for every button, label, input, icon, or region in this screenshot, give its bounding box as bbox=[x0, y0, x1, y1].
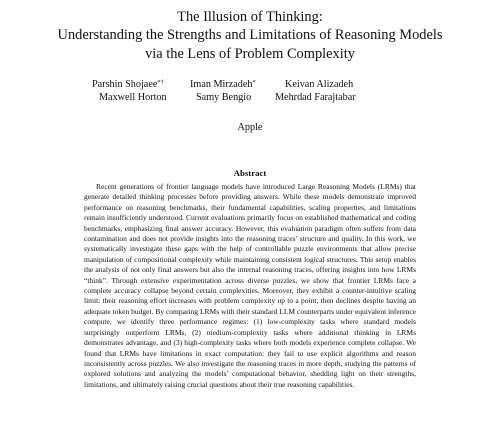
abstract-text: Recent generations of frontier language models have introduced Large Reasoning Models (LRMs) that generate detailed thinking processes before providing answers. While these models demonstrate improved performance on reasoning benchmarks, their fundamental capabilities, scaling properties, and limitations remain insufficiently understood. Current evaluations primarily focus on established mathematical and coding benchmarks, emphasizing final answer accuracy. However, this evaluation paradigm often suffers from data contamination and does not provide insights into the reasoning traces’ structure and quality. In this work, we systematically investigate these gaps with the help of controllable puzzle environments that allow precise manipulation of compositional complexity while maintaining consistent logical structures. This setup enables the analysis of not only final answers but also the internal reasoning traces, offering insights into how LRMs “think”. Through extensive experimentation across diverse puzzles, we show that frontier LRMs face a complete accuracy collapse beyond certain complexities. Moreover, they exhibit a counter-intuitive scaling limit: their reasoning effort increases with problem complexity up to a point, then declines despite having an adequate token budget. By comparing LRMs with their standard LLM counterparts under equivalent inference compute, we identify three performance regimes: (1) low-complexity tasks where standard models surprisingly outperform LRMs, (2) medium-complexity tasks where additional thinking in LRMs demonstrates advantage, and (3) high-complexity tasks where both models experience complete collapse. We found that LRMs have limitations in exact computation: they fail to use explicit algorithms and reason inconsistently across puzzles. We also investigate the reasoning traces in more depth, studying the patterns of explored solutions and analyzing the models’ computational behavior, shedding light on their strengths, limitations, and ultimately raising crucial questions about their true reasoning capabilities. bbox=[84, 182, 416, 389]
author-2 bbox=[190, 78, 256, 92]
author-mark: *† bbox=[157, 79, 164, 86]
author-name: Samy Bengio bbox=[196, 92, 252, 103]
author-row-2 bbox=[0, 91, 500, 104]
author-name: Iman Mirzadeh bbox=[190, 79, 253, 90]
abstract-heading: Abstract bbox=[233, 168, 267, 178]
author-row-1 bbox=[0, 78, 500, 91]
author-mark: * bbox=[252, 79, 256, 86]
author-name: Maxwell Horton bbox=[99, 92, 167, 103]
title-line-1: The Illusion of Thinking: bbox=[177, 9, 323, 25]
author-name: Parshin Shojaee bbox=[92, 79, 158, 90]
author-6 bbox=[275, 91, 356, 104]
author-3 bbox=[285, 78, 353, 91]
author-1 bbox=[92, 78, 164, 92]
paper-title bbox=[0, 8, 500, 63]
author-5 bbox=[196, 91, 251, 104]
title-line-2: Understanding the Strengths and Limitations of Reasoning Models bbox=[57, 27, 443, 44]
author-4 bbox=[99, 91, 167, 104]
title-line-3: via the Lens of Problem Complexity bbox=[145, 45, 355, 62]
affiliation: Apple bbox=[237, 122, 263, 133]
author-list bbox=[0, 78, 500, 104]
author-name: Mehrdad Farajtabar bbox=[275, 92, 356, 103]
author-name: Keivan Alizadeh bbox=[285, 79, 354, 90]
